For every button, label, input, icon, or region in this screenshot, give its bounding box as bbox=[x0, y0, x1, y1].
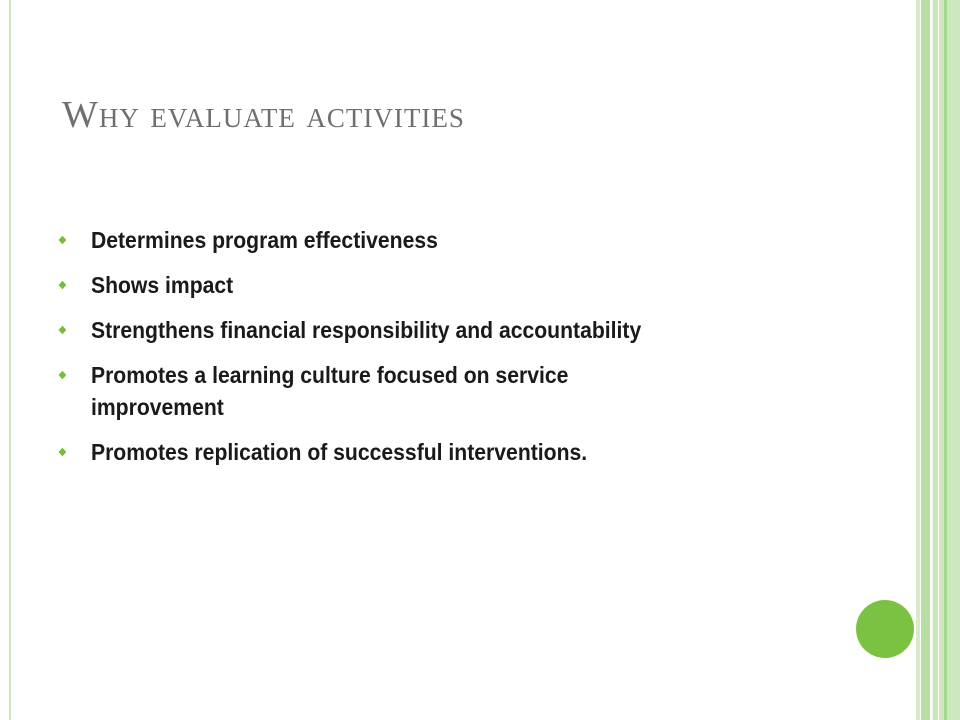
diamond-bullet-icon bbox=[59, 371, 67, 379]
diamond-bullet-icon bbox=[59, 326, 67, 334]
decorative-stripe bbox=[933, 0, 938, 720]
bullet-text: Shows impact bbox=[90, 272, 234, 298]
slide-title: Why evaluate activities bbox=[62, 94, 465, 136]
diamond-bullet-icon bbox=[59, 281, 67, 289]
decorative-stripe bbox=[944, 0, 947, 720]
bullet-text: Promotes replication of successful interventions. bbox=[90, 439, 588, 465]
bullet-item bbox=[56, 314, 810, 346]
bullet-list bbox=[56, 224, 876, 481]
bullet-text: Promotes a learning culture focused on service improvement bbox=[90, 362, 569, 420]
diamond-bullet-icon bbox=[59, 236, 67, 244]
decorative-stripe bbox=[916, 0, 920, 720]
decorative-stripe bbox=[939, 0, 960, 720]
bullet-item bbox=[56, 224, 810, 256]
decorative-stripe bbox=[921, 0, 930, 720]
decorative-circle bbox=[856, 600, 914, 658]
bullet-text: Determines program effectiveness bbox=[90, 227, 438, 253]
left-border-line bbox=[9, 0, 11, 720]
bullet-item bbox=[56, 359, 810, 423]
bullet-item bbox=[56, 269, 810, 301]
bullet-item bbox=[56, 436, 810, 468]
bullet-text: Strengthens financial responsibility and accountability bbox=[90, 317, 642, 343]
diamond-bullet-icon bbox=[59, 448, 67, 456]
